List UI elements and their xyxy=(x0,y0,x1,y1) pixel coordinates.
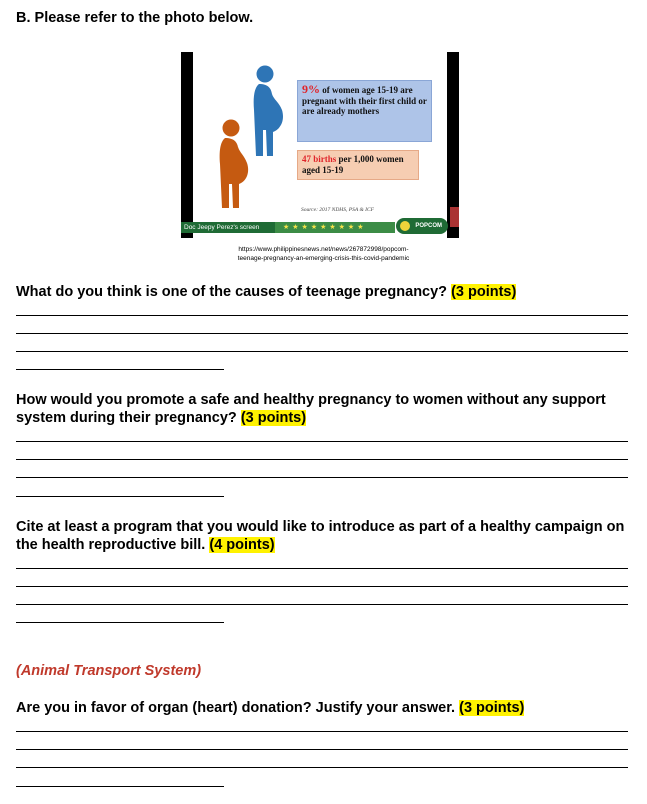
question-3 xyxy=(16,518,631,554)
answer-line[interactable] xyxy=(16,441,628,442)
infographic-slide xyxy=(184,52,447,238)
answer-line[interactable] xyxy=(16,496,224,497)
video-edge xyxy=(450,207,459,227)
stat-box-blue xyxy=(297,80,432,142)
blue-pregnant-woman-icon xyxy=(254,66,283,157)
answer-line[interactable] xyxy=(16,786,224,787)
source-url-line1: https://www.philippinesnews.net/news/267872998/popcom- xyxy=(238,246,409,253)
question-1-points: (3 points) xyxy=(451,284,517,300)
topic-heading: (Animal Transport System) xyxy=(16,663,202,679)
question-2 xyxy=(16,391,631,427)
popcom-seal-icon xyxy=(400,221,410,231)
question-4 xyxy=(16,699,631,717)
answer-line[interactable] xyxy=(16,731,628,732)
question-3-points: (4 points) xyxy=(209,537,275,553)
answer-line[interactable] xyxy=(16,351,628,352)
stat-births: 47 births xyxy=(302,154,337,164)
stars-decoration: ★★★★★★★★★ xyxy=(275,222,395,233)
stat-percent: 9% xyxy=(302,82,320,96)
stat1-text: of women age 15-19 are pregnant with their first child or are already mothers xyxy=(302,85,427,116)
question-2-text: How would you promote a safe and healthy pregnancy to women without any support system during their pregnancy? xyxy=(16,392,606,426)
section-title: B. Please refer to the photo below. xyxy=(16,10,254,26)
answer-line[interactable] xyxy=(16,586,628,587)
answer-line[interactable] xyxy=(16,749,628,750)
popcom-logo xyxy=(396,218,448,234)
answer-line[interactable] xyxy=(16,622,224,623)
answer-line[interactable] xyxy=(16,767,628,768)
answer-line[interactable] xyxy=(16,477,628,478)
question-1-text: What do you think is one of the causes of teenage pregnancy? xyxy=(16,284,448,300)
question-1 xyxy=(16,283,631,301)
screen-credit: Doc Jeepy Perez's screen xyxy=(181,222,275,233)
popcom-label: POPCOM xyxy=(415,223,442,229)
question-4-points: (3 points) xyxy=(459,700,525,716)
answer-line[interactable] xyxy=(16,568,628,569)
question-4-text: Are you in favor of organ (heart) donation? Justify your answer. xyxy=(16,700,456,716)
question-3-text: Cite at least a program that you would like to introduce as part of a healthy campaign on the health reproductive bill. xyxy=(16,519,625,553)
answer-line[interactable] xyxy=(16,604,628,605)
source-url-line2: teenage-pregnancy-an-emerging-crisis-this-covid-pandemic xyxy=(237,255,410,262)
answer-line[interactable] xyxy=(16,315,628,316)
stat2-text: per 1,000 women aged 15-19 xyxy=(302,154,404,175)
infographic-photo xyxy=(181,52,459,238)
answer-line[interactable] xyxy=(16,459,628,460)
pregnant-women-icons xyxy=(193,52,293,212)
answer-line[interactable] xyxy=(16,333,628,334)
figure-source: Source: 2017 NDHS, PSA & ICF xyxy=(301,207,375,213)
answer-line[interactable] xyxy=(16,369,224,370)
orange-pregnant-woman-icon xyxy=(220,120,248,209)
question-2-points: (3 points) xyxy=(240,410,307,426)
stat-box-orange xyxy=(297,150,419,180)
